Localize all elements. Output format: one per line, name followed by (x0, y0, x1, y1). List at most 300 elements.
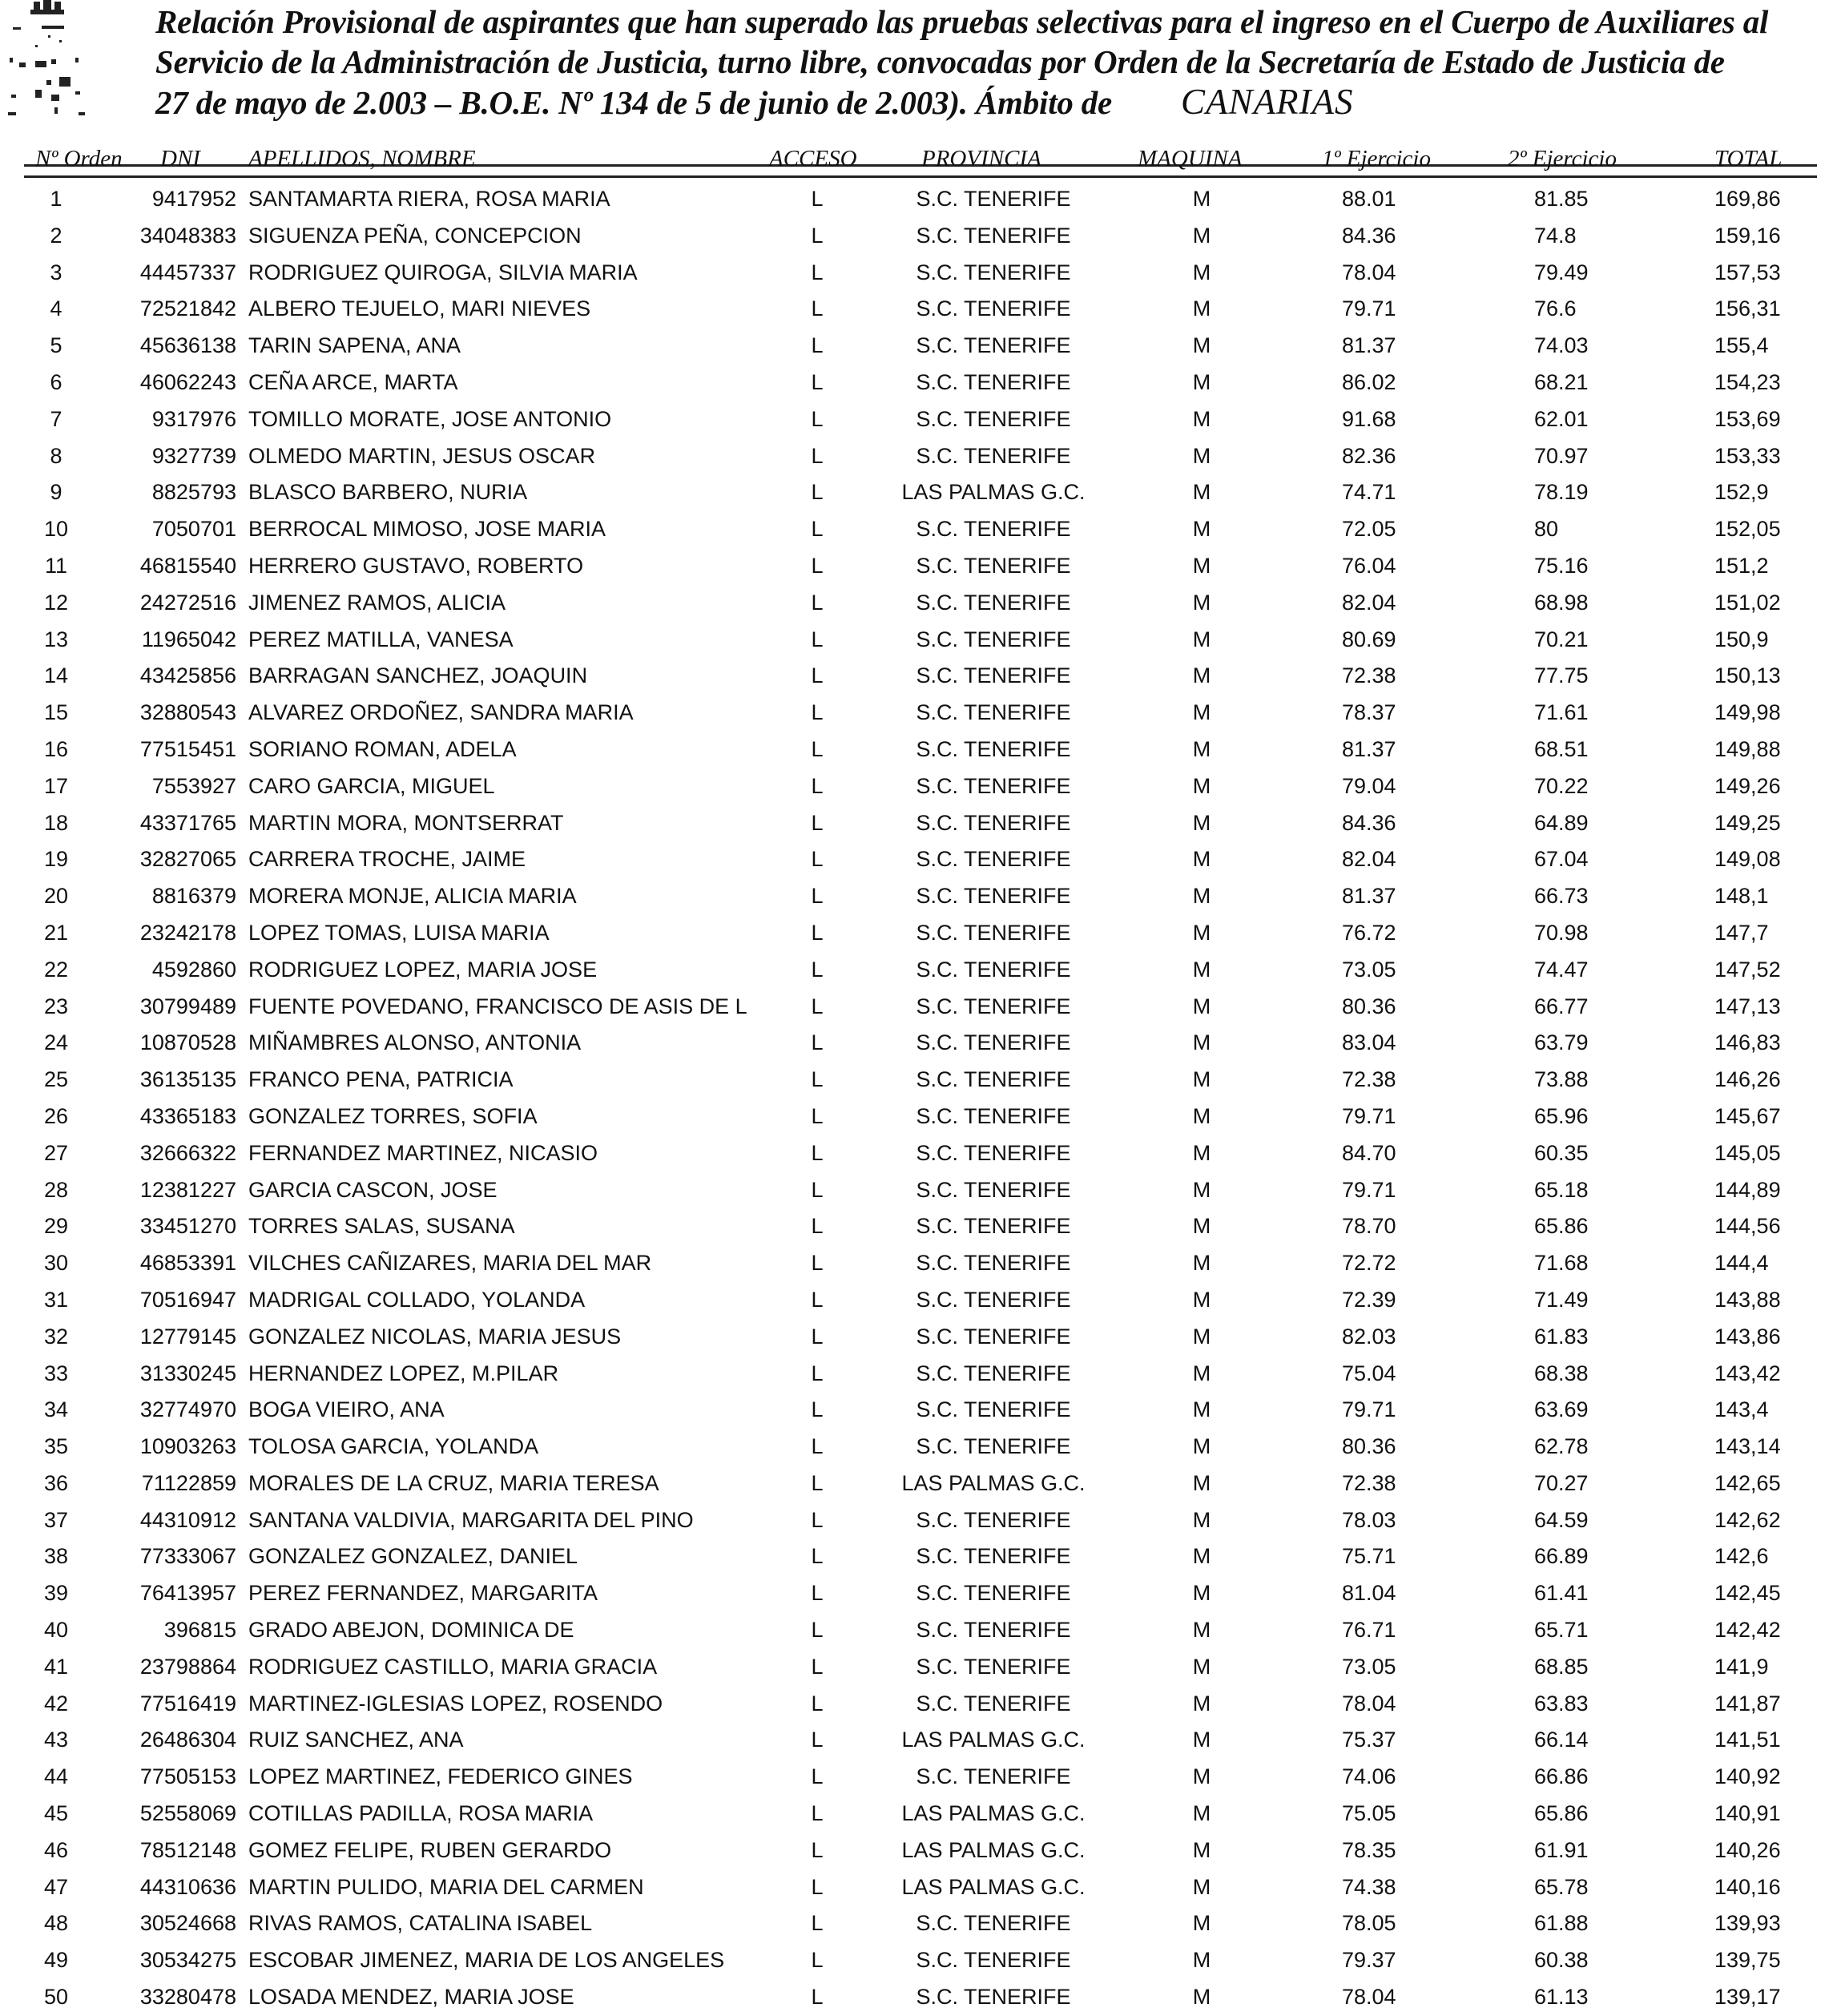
cell-orden: 30 (43, 1251, 69, 1276)
cell-ejercicio2: 81.85 (1534, 187, 1589, 211)
cell-name: LOPEZ MARTINEZ, FEDERICO GINES (248, 1764, 633, 1789)
cell-total: 169,86 (1714, 187, 1781, 211)
cell-ejercicio2: 70.22 (1534, 773, 1589, 798)
coat-of-arms-icon (3, 0, 93, 120)
cell-ejercicio1: 84.36 (1342, 810, 1396, 835)
cell-total: 139,17 (1714, 1985, 1781, 2010)
col-header-orden: Nº Orden (35, 146, 123, 171)
cell-provincia: LAS PALMAS G.C. (901, 1874, 1086, 1899)
cell-dni: 23242178 (139, 920, 236, 945)
cell-orden: 23 (43, 994, 69, 1018)
cell-maquina: M (1192, 1361, 1211, 1385)
cell-provincia: S.C. TENERIFE (916, 1544, 1071, 1569)
cell-ejercicio1: 78.04 (1342, 1985, 1396, 2010)
cell-maquina: M (1192, 1251, 1211, 1276)
cell-acceso: L (811, 1544, 824, 1569)
cell-dni: 30524668 (139, 1911, 236, 1936)
cell-total: 141,9 (1714, 1654, 1769, 1679)
cell-orden: 45 (43, 1801, 69, 1826)
table-row (0, 989, 1841, 1026)
table-row (0, 218, 1841, 255)
cell-ejercicio2: 61.91 (1534, 1837, 1589, 1862)
cell-orden: 49 (43, 1948, 69, 1973)
cell-ejercicio1: 74.06 (1342, 1764, 1396, 1789)
cell-dni: 52558069 (139, 1801, 236, 1826)
cell-ejercicio2: 66.14 (1534, 1728, 1589, 1752)
cell-maquina: M (1192, 369, 1211, 394)
cell-maquina: M (1192, 1985, 1211, 2010)
cell-acceso: L (811, 1654, 824, 1679)
table-row (0, 1905, 1841, 1942)
cell-maquina: M (1192, 1067, 1211, 1092)
cell-dni: 8825793 (151, 480, 236, 505)
cell-acceso: L (811, 1140, 824, 1165)
cell-ejercicio1: 86.02 (1342, 369, 1396, 394)
cell-acceso: L (811, 590, 824, 615)
cell-maquina: M (1192, 1691, 1211, 1716)
cell-ejercicio1: 73.05 (1342, 957, 1396, 982)
cell-provincia: S.C. TENERIFE (916, 1214, 1071, 1239)
col-header-ejercicio1: 1º Ejercicio (1322, 146, 1431, 171)
cell-provincia: S.C. TENERIFE (916, 1324, 1071, 1349)
cell-maquina: M (1192, 553, 1211, 578)
cell-name: LOPEZ TOMAS, LUISA MARIA (248, 920, 550, 945)
cell-ejercicio2: 79.49 (1534, 260, 1589, 284)
cell-maquina: M (1192, 260, 1211, 284)
cell-acceso: L (811, 1764, 824, 1789)
cell-ejercicio2: 73.88 (1534, 1067, 1589, 1092)
cell-provincia: S.C. TENERIFE (916, 333, 1071, 358)
cell-ejercicio2: 74.03 (1534, 333, 1589, 358)
cell-acceso: L (811, 406, 824, 431)
table-row (0, 1099, 1841, 1135)
cell-maquina: M (1192, 1728, 1211, 1752)
table-row (0, 658, 1841, 695)
cell-orden: 40 (43, 1618, 69, 1643)
cell-maquina: M (1192, 884, 1211, 909)
col-header-ejercicio2: 2º Ejercicio (1508, 146, 1617, 171)
table-row (0, 255, 1841, 292)
cell-provincia: S.C. TENERIFE (916, 1177, 1071, 1202)
cell-total: 149,08 (1714, 847, 1781, 872)
cell-ejercicio2: 68.51 (1534, 736, 1589, 761)
cell-total: 149,88 (1714, 736, 1781, 761)
cell-name: RIVAS RAMOS, CATALINA ISABEL (248, 1911, 593, 1936)
cell-provincia: S.C. TENERIFE (916, 1985, 1071, 2010)
table-row (0, 805, 1841, 842)
cell-maquina: M (1192, 1470, 1211, 1495)
cell-total: 143,14 (1714, 1434, 1781, 1459)
cell-ejercicio2: 74.47 (1534, 957, 1589, 982)
cell-dni: 31330245 (139, 1361, 236, 1385)
cell-ejercicio1: 76.71 (1342, 1618, 1396, 1643)
cell-maquina: M (1192, 1618, 1211, 1643)
cell-name: BERROCAL MIMOSO, JOSE MARIA (248, 517, 606, 542)
table-row (0, 1245, 1841, 1282)
cell-acceso: L (811, 1067, 824, 1092)
cell-acceso: L (811, 1581, 824, 1606)
cell-ejercicio1: 91.68 (1342, 406, 1396, 431)
cell-orden: 46 (43, 1837, 69, 1862)
cell-orden: 8 (50, 443, 62, 468)
cell-orden: 33 (43, 1361, 69, 1385)
table-row (0, 1722, 1841, 1759)
cell-ejercicio1: 76.04 (1342, 553, 1396, 578)
cell-dni: 7050701 (151, 517, 236, 542)
cell-dni: 11965042 (141, 627, 236, 651)
cell-dni: 72521842 (139, 296, 236, 321)
cell-name: BOGA VIEIRO, ANA (248, 1397, 445, 1422)
cell-dni: 76413957 (139, 1581, 236, 1606)
cell-total: 141,51 (1714, 1728, 1781, 1752)
cell-maquina: M (1192, 333, 1211, 358)
cell-name: SORIANO ROMAN, ADELA (248, 736, 517, 761)
cell-dni: 77333067 (139, 1544, 236, 1569)
cell-ejercicio2: 64.89 (1534, 810, 1589, 835)
cell-provincia: S.C. TENERIFE (916, 1911, 1071, 1936)
cell-acceso: L (811, 1361, 824, 1385)
cell-ejercicio2: 66.73 (1534, 884, 1589, 909)
cell-maquina: M (1192, 1654, 1211, 1679)
cell-name: GONZALEZ TORRES, SOFIA (248, 1103, 538, 1128)
cell-provincia: S.C. TENERIFE (916, 773, 1071, 798)
table-row (0, 365, 1841, 401)
cell-orden: 9 (50, 480, 62, 505)
cell-total: 139,75 (1714, 1948, 1781, 1973)
cell-provincia: S.C. TENERIFE (916, 590, 1071, 615)
cell-name: GONZALEZ NICOLAS, MARIA JESUS (248, 1324, 622, 1349)
cell-maquina: M (1192, 1140, 1211, 1165)
cell-dni: 10903263 (139, 1434, 236, 1459)
table-row (0, 328, 1841, 365)
cell-provincia: S.C. TENERIFE (916, 1067, 1071, 1092)
cell-ejercicio2: 61.88 (1534, 1911, 1589, 1936)
cell-orden: 4 (50, 296, 62, 321)
cell-maquina: M (1192, 1214, 1211, 1239)
cell-provincia: S.C. TENERIFE (916, 1140, 1071, 1165)
cell-ejercicio1: 74.38 (1342, 1874, 1396, 1899)
cell-provincia: S.C. TENERIFE (916, 443, 1071, 468)
cell-ejercicio1: 81.37 (1342, 884, 1396, 909)
cell-provincia: LAS PALMAS G.C. (901, 1801, 1086, 1826)
cell-maquina: M (1192, 1434, 1211, 1459)
cell-maquina: M (1192, 517, 1211, 542)
cell-name: FRANCO PENA, PATRICIA (248, 1067, 514, 1092)
cell-acceso: L (811, 1287, 824, 1312)
table-row (0, 1979, 1841, 2016)
cell-provincia: LAS PALMAS G.C. (901, 480, 1086, 505)
cell-acceso: L (811, 1324, 824, 1349)
cell-dni: 77516419 (139, 1691, 236, 1716)
cell-ejercicio2: 63.83 (1534, 1691, 1589, 1716)
cell-ejercicio2: 67.04 (1534, 847, 1589, 872)
cell-maquina: M (1192, 1507, 1211, 1532)
cell-orden: 10 (43, 517, 69, 542)
cell-ejercicio1: 74.71 (1342, 480, 1396, 505)
title-line-2: Servicio de la Administración de Justicia, turno libre, convocadas por Orden de la Secretaría de Estado de Justicia de (155, 43, 1725, 80)
cell-ejercicio2: 60.35 (1534, 1140, 1589, 1165)
cell-total: 153,69 (1714, 406, 1781, 431)
cell-orden: 48 (43, 1911, 69, 1936)
cell-name: RODRIGUEZ LOPEZ, MARIA JOSE (248, 957, 598, 982)
cell-name: TARIN SAPENA, ANA (248, 333, 461, 358)
cell-name: HERRERO GUSTAVO, ROBERTO (248, 553, 584, 578)
cell-ejercicio2: 68.85 (1534, 1654, 1589, 1679)
cell-dni: 32774970 (139, 1397, 236, 1422)
cell-name: TOMILLO MORATE, JOSE ANTONIO (248, 406, 612, 431)
cell-total: 143,4 (1714, 1397, 1769, 1422)
cell-dni: 46062243 (139, 369, 236, 394)
cell-ejercicio1: 88.01 (1342, 187, 1396, 211)
cell-maquina: M (1192, 1874, 1211, 1899)
cell-acceso: L (811, 1985, 824, 2010)
cell-name: RODRIGUEZ QUIROGA, SILVIA MARIA (248, 260, 638, 284)
cell-provincia: S.C. TENERIFE (916, 1581, 1071, 1606)
cell-dni: 30799489 (139, 994, 236, 1018)
cell-total: 141,87 (1714, 1691, 1781, 1716)
table-row (0, 474, 1841, 511)
table-row (0, 732, 1841, 768)
cell-name: MARTINEZ-IGLESIAS LOPEZ, ROSENDO (248, 1691, 663, 1716)
cell-orden: 41 (43, 1654, 69, 1679)
cell-provincia: S.C. TENERIFE (916, 627, 1071, 651)
cell-total: 146,26 (1714, 1067, 1781, 1092)
cell-provincia: S.C. TENERIFE (916, 517, 1071, 542)
cell-maquina: M (1192, 920, 1211, 945)
cell-maquina: M (1192, 1801, 1211, 1826)
cell-dni: 70516947 (139, 1287, 236, 1312)
cell-maquina: M (1192, 663, 1211, 688)
cell-ejercicio1: 82.03 (1342, 1324, 1396, 1349)
cell-total: 147,52 (1714, 957, 1781, 982)
cell-provincia: S.C. TENERIFE (916, 920, 1071, 945)
cell-provincia: S.C. TENERIFE (916, 1691, 1071, 1716)
cell-maquina: M (1192, 1544, 1211, 1569)
cell-ejercicio2: 64.59 (1534, 1507, 1589, 1532)
cell-total: 148,1 (1714, 884, 1769, 909)
cell-provincia: LAS PALMAS G.C. (901, 1470, 1086, 1495)
cell-orden: 35 (43, 1434, 69, 1459)
cell-acceso: L (811, 1397, 824, 1422)
cell-total: 149,98 (1714, 700, 1781, 725)
cell-name: MADRIGAL COLLADO, YOLANDA (248, 1287, 586, 1312)
cell-maquina: M (1192, 1397, 1211, 1422)
cell-provincia: S.C. TENERIFE (916, 296, 1071, 321)
cell-orden: 47 (43, 1874, 69, 1899)
cell-ejercicio2: 65.78 (1534, 1874, 1589, 1899)
cell-name: GOMEZ FELIPE, RUBEN GERARDO (248, 1837, 612, 1862)
col-header-name: APELLIDOS, NOMBRE (248, 146, 476, 171)
cell-ejercicio1: 72.38 (1342, 663, 1396, 688)
cell-dni: 32880543 (139, 700, 236, 725)
cell-provincia: S.C. TENERIFE (916, 1103, 1071, 1128)
cell-provincia: S.C. TENERIFE (916, 1507, 1071, 1532)
cell-name: MORALES DE LA CRUZ, MARIA TERESA (248, 1470, 659, 1495)
cell-orden: 42 (43, 1691, 69, 1716)
table-header (0, 143, 1841, 175)
cell-dni: 34048383 (139, 223, 236, 248)
cell-ejercicio2: 65.71 (1534, 1618, 1589, 1643)
cell-acceso: L (811, 700, 824, 725)
table-row (0, 1282, 1841, 1319)
cell-dni: 24272516 (139, 590, 236, 615)
cell-dni: 44457337 (139, 260, 236, 284)
cell-acceso: L (811, 847, 824, 872)
cell-total: 152,05 (1714, 517, 1781, 542)
cell-total: 159,16 (1714, 223, 1781, 248)
cell-ejercicio1: 81.37 (1342, 736, 1396, 761)
cell-orden: 12 (43, 590, 69, 615)
cell-ejercicio1: 83.04 (1342, 1030, 1396, 1055)
cell-total: 149,26 (1714, 773, 1781, 798)
cell-ejercicio2: 66.77 (1534, 994, 1589, 1018)
cell-dni: 43371765 (139, 810, 236, 835)
cell-orden: 19 (43, 847, 69, 872)
cell-dni: 77505153 (139, 1764, 236, 1789)
table-row (0, 768, 1841, 805)
title-line-3-text: 27 de mayo de 2.003 – B.O.E. Nº 134 de 5 de junio de 2.003). Ámbito de (155, 84, 1113, 121)
cell-maquina: M (1192, 1103, 1211, 1128)
cell-acceso: L (811, 884, 824, 909)
cell-name: JIMENEZ RAMOS, ALICIA (248, 590, 506, 615)
cell-ejercicio2: 61.83 (1534, 1324, 1589, 1349)
cell-total: 151,2 (1714, 553, 1769, 578)
cell-orden: 15 (43, 700, 69, 725)
cell-name: TOLOSA GARCIA, YOLANDA (248, 1434, 539, 1459)
table-row (0, 1429, 1841, 1466)
cell-dni: 44310912 (139, 1507, 236, 1532)
cell-dni: 12381227 (139, 1177, 236, 1202)
cell-ejercicio2: 65.96 (1534, 1103, 1589, 1128)
cell-ejercicio1: 82.04 (1342, 590, 1396, 615)
cell-total: 140,92 (1714, 1764, 1781, 1789)
table-row (0, 1135, 1841, 1172)
cell-ejercicio1: 78.04 (1342, 1691, 1396, 1716)
col-header-maquina: MAQUINA (1138, 146, 1243, 171)
cell-acceso: L (811, 1837, 824, 1862)
cell-maquina: M (1192, 1324, 1211, 1349)
cell-orden: 37 (43, 1507, 69, 1532)
cell-maquina: M (1192, 1287, 1211, 1312)
table-row (0, 1869, 1841, 1906)
cell-acceso: L (811, 1470, 824, 1495)
cell-orden: 26 (43, 1103, 69, 1128)
cell-ejercicio1: 78.70 (1342, 1214, 1396, 1239)
cell-orden: 32 (43, 1324, 69, 1349)
col-header-dni: DNI (160, 146, 200, 171)
table-row (0, 1356, 1841, 1393)
title-line-3 (155, 82, 1838, 123)
table-row (0, 585, 1841, 622)
cell-orden: 50 (43, 1985, 69, 2010)
table-row (0, 1025, 1841, 1062)
table-row (0, 1319, 1841, 1356)
cell-total: 150,13 (1714, 663, 1781, 688)
cell-dni: 9417952 (151, 187, 236, 211)
cell-acceso: L (811, 627, 824, 651)
cell-provincia: S.C. TENERIFE (916, 1361, 1071, 1385)
cell-total: 144,4 (1714, 1251, 1769, 1276)
cell-acceso: L (811, 1214, 824, 1239)
cell-ejercicio1: 78.04 (1342, 260, 1396, 284)
cell-acceso: L (811, 333, 824, 358)
table-row (0, 1466, 1841, 1502)
cell-ejercicio1: 76.72 (1342, 920, 1396, 945)
cell-total: 142,42 (1714, 1618, 1781, 1643)
table-row (0, 1208, 1841, 1245)
cell-name: LOSADA MENDEZ, MARIA JOSE (248, 1985, 574, 2010)
cell-orden: 6 (50, 369, 62, 394)
cell-ejercicio1: 73.05 (1342, 1654, 1396, 1679)
cell-maquina: M (1192, 223, 1211, 248)
cell-ejercicio1: 79.04 (1342, 773, 1396, 798)
cell-total: 140,26 (1714, 1837, 1781, 1862)
cell-dni: 4592860 (151, 957, 236, 982)
cell-total: 144,89 (1714, 1177, 1781, 1202)
cell-provincia: S.C. TENERIFE (916, 884, 1071, 909)
table-row (0, 1833, 1841, 1869)
cell-orden: 16 (43, 736, 69, 761)
cell-maquina: M (1192, 627, 1211, 651)
cell-acceso: L (811, 1911, 824, 1936)
cell-acceso: L (811, 1728, 824, 1752)
cell-ejercicio1: 81.37 (1342, 333, 1396, 358)
cell-provincia: S.C. TENERIFE (916, 1287, 1071, 1312)
cell-orden: 43 (43, 1728, 69, 1752)
cell-name: HERNANDEZ LOPEZ, M.PILAR (248, 1361, 559, 1385)
cell-ejercicio2: 68.38 (1534, 1361, 1589, 1385)
cell-provincia: S.C. TENERIFE (916, 553, 1071, 578)
cell-provincia: S.C. TENERIFE (916, 1654, 1071, 1679)
cell-maquina: M (1192, 810, 1211, 835)
cell-name: COTILLAS PADILLA, ROSA MARIA (248, 1801, 594, 1826)
cell-total: 146,83 (1714, 1030, 1781, 1055)
cell-orden: 25 (43, 1067, 69, 1092)
cell-provincia: LAS PALMAS G.C. (901, 1728, 1086, 1752)
cell-acceso: L (811, 480, 824, 505)
cell-ejercicio1: 75.05 (1342, 1801, 1396, 1826)
cell-acceso: L (811, 736, 824, 761)
table-row (0, 1575, 1841, 1612)
cell-orden: 18 (43, 810, 69, 835)
cell-ejercicio1: 82.04 (1342, 847, 1396, 872)
cell-orden: 39 (43, 1581, 69, 1606)
cell-dni: 43425856 (139, 663, 236, 688)
cell-total: 140,91 (1714, 1801, 1781, 1826)
table-row (0, 511, 1841, 548)
cell-provincia: S.C. TENERIFE (916, 223, 1071, 248)
cell-ejercicio2: 71.68 (1534, 1251, 1589, 1276)
cell-acceso: L (811, 517, 824, 542)
cell-acceso: L (811, 187, 824, 211)
table-row (0, 1649, 1841, 1686)
cell-ejercicio2: 63.69 (1534, 1397, 1589, 1422)
cell-ejercicio1: 80.69 (1342, 627, 1396, 651)
cell-name: GRADO ABEJON, DOMINICA DE (248, 1618, 574, 1643)
cell-total: 142,6 (1714, 1544, 1769, 1569)
cell-ejercicio1: 79.71 (1342, 296, 1396, 321)
cell-name: RUIZ SANCHEZ, ANA (248, 1728, 464, 1752)
cell-provincia: S.C. TENERIFE (916, 1618, 1071, 1643)
cell-dni: 33280478 (139, 1985, 236, 2010)
cell-dni: 12779145 (139, 1324, 236, 1349)
cell-name: SANTANA VALDIVIA, MARGARITA DEL PINO (248, 1507, 694, 1532)
document-title (155, 2, 1838, 123)
cell-provincia: S.C. TENERIFE (916, 1030, 1071, 1055)
cell-acceso: L (811, 1030, 824, 1055)
cell-total: 142,45 (1714, 1581, 1781, 1606)
cell-orden: 14 (43, 663, 69, 688)
